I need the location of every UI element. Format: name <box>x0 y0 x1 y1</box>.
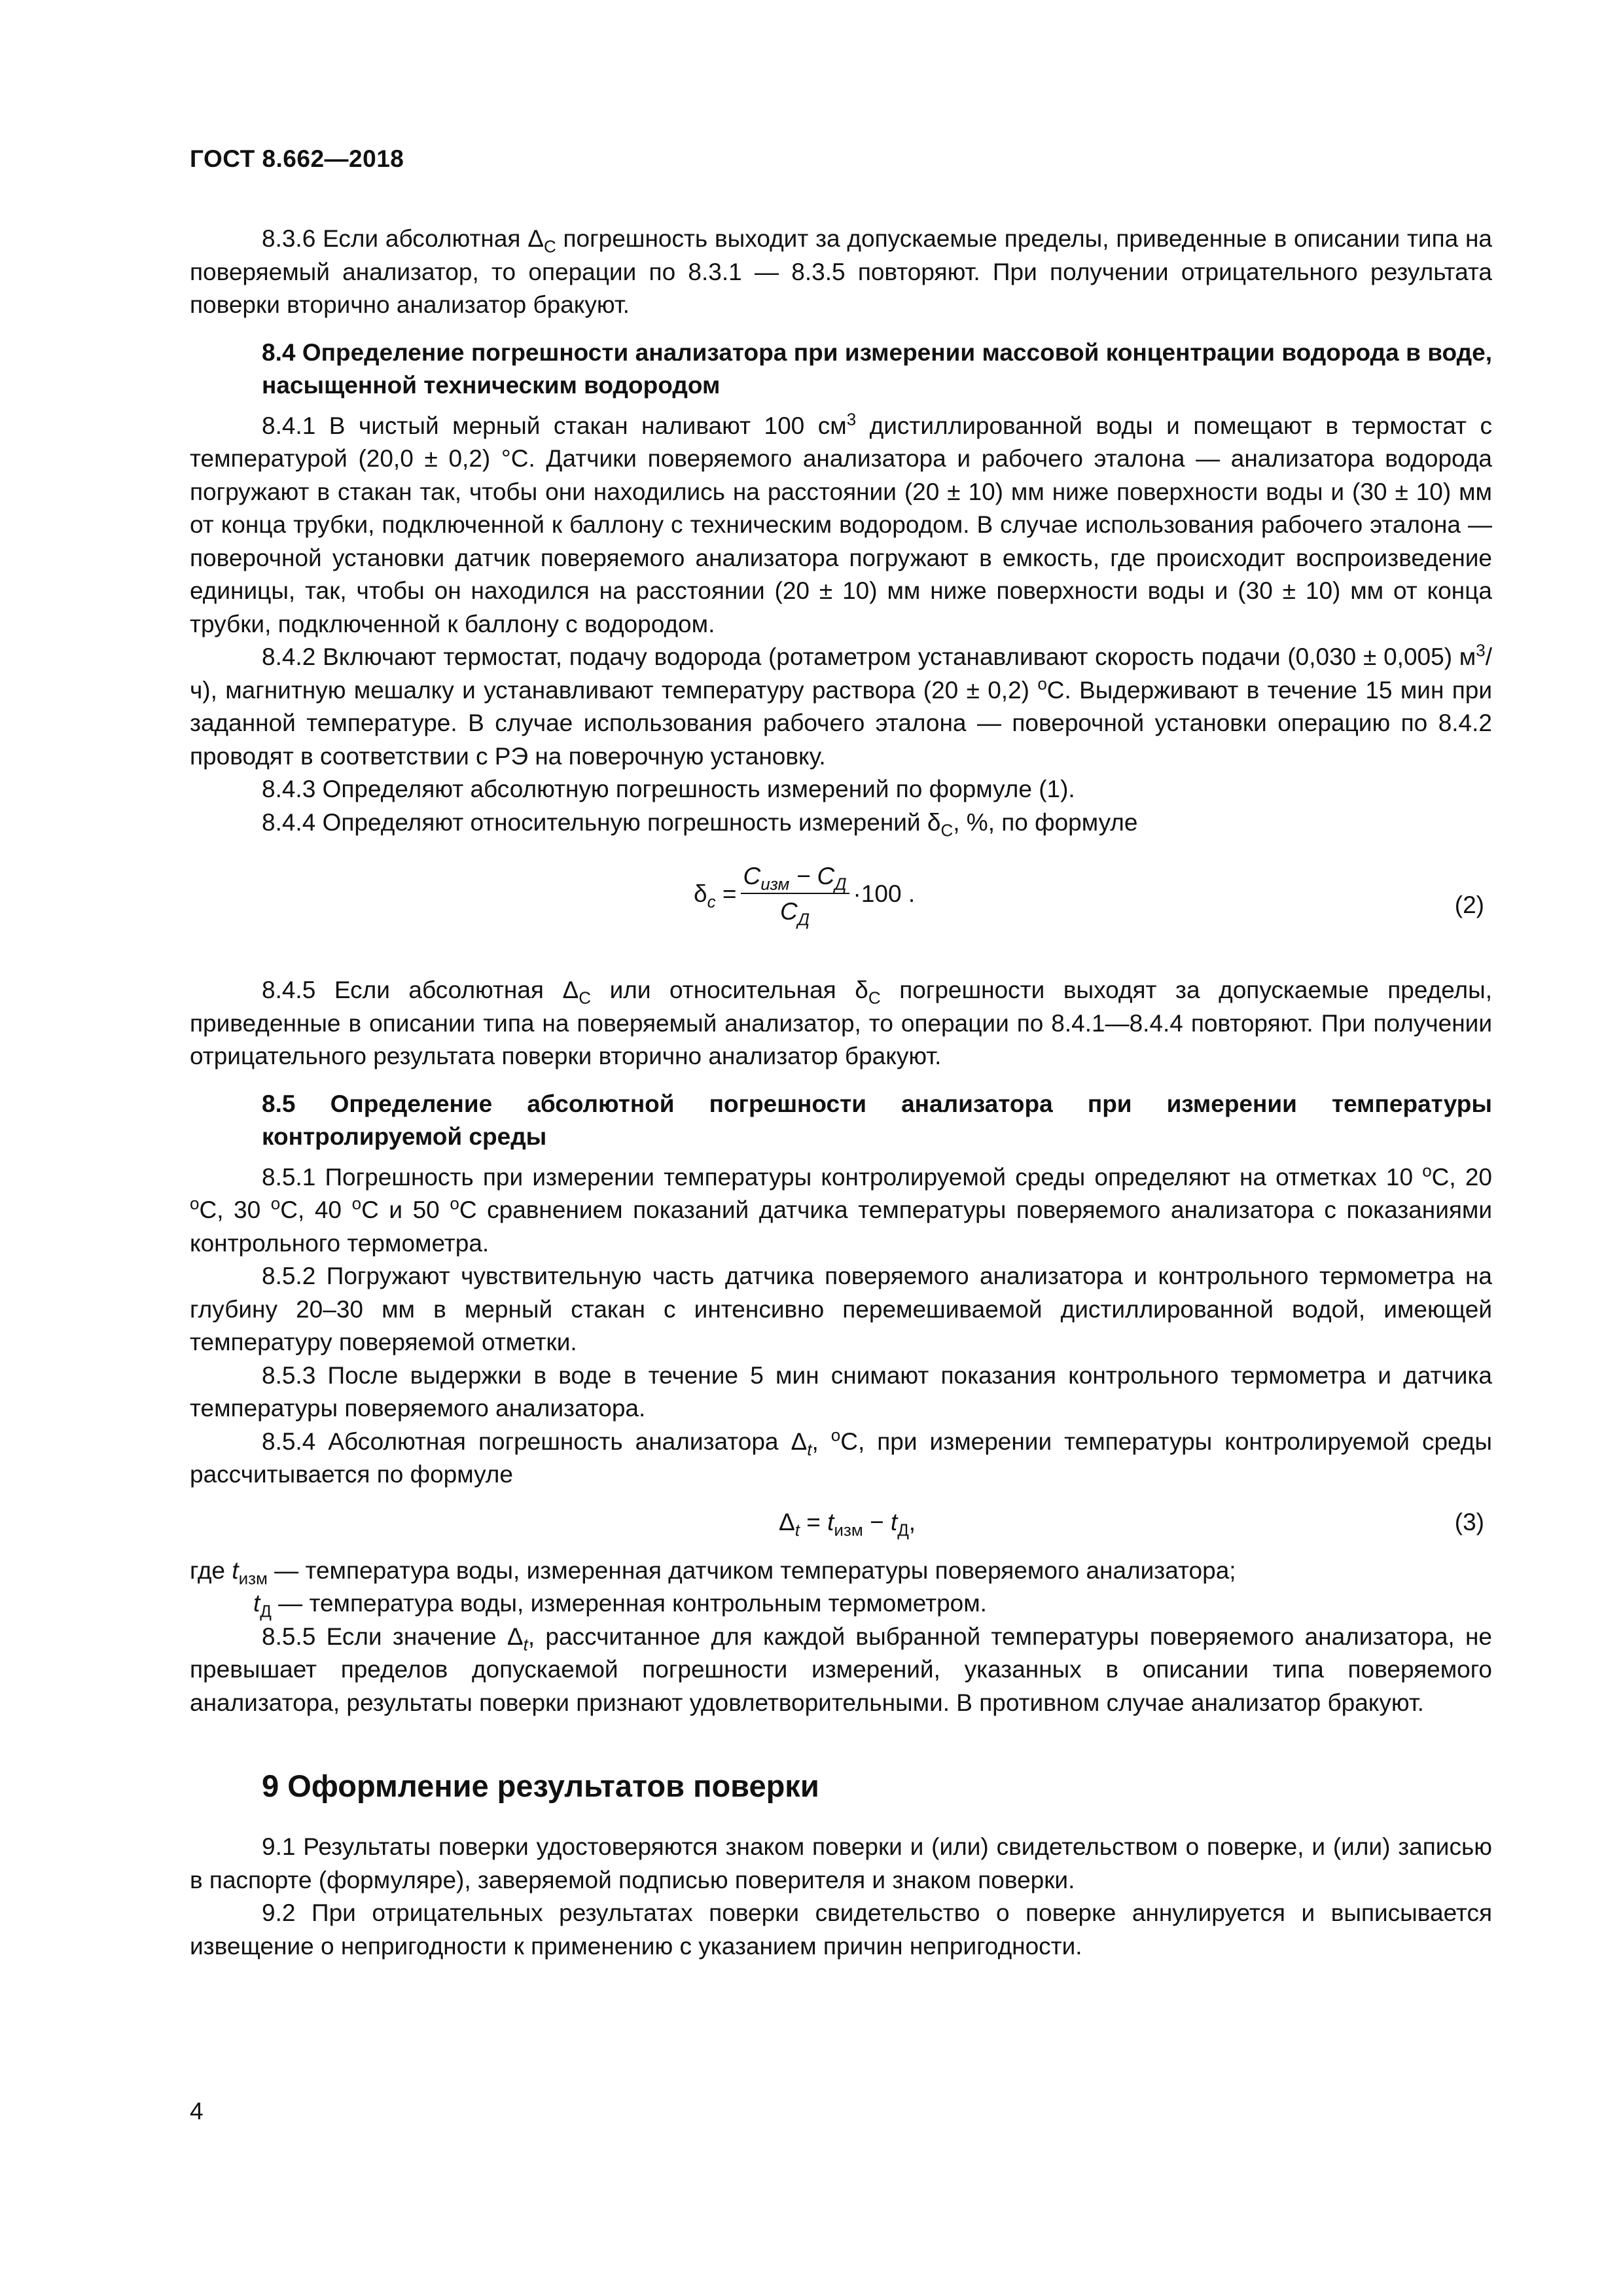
document-header: ГОСТ 8.662—2018 <box>190 145 404 172</box>
formula-2-number: (2) <box>1454 891 1484 918</box>
paragraph-8-5-4: 8.5.4 Абсолютная погрешность анализатора $\Delta_t$, $^о$С, при измерении температуры контролируемой среды рассчитывается по формуле <box>190 1425 1492 1488</box>
page-number: 4 <box>190 2098 204 2125</box>
paragraph-8-4-5: 8.4.5 Если абсолютная $\Delta_С$ или относительная $\delta_С$ погрешности выходят за допускаемые пределы, приведенные в описании типа на поверяемый анализатор, то операции по 8.4.1—8.4.4 повторяют. При получении отрицательного результата поверки вторично анализатор бракуют. <box>190 977 1493 1069</box>
formula-2-lhs: $\delta_с$ = <box>694 880 737 912</box>
formula-2-numerator: $C_{изм} - C_Д$ <box>741 863 849 894</box>
where-clause-2: $t_Д$ — температура воды, измеренная контрольным термометром. <box>253 1590 987 1621</box>
formula-3-number: (3) <box>1454 1508 1484 1535</box>
paragraph-8-5-2: 8.5.2 Погружают чувствительную часть датчика поверяемого анализатора и контрольного термометра на глубину 20–30 мм в мерный стакан с интенсивно перемешиваемой дистиллированной водой, имеющей температуру поверяемой отметки. <box>190 1263 1492 1355</box>
heading-8-5: 8.5 Определение абсолютной погрешности анализатора при измерении температуры контролируемой среды <box>262 1090 1492 1150</box>
paragraph-8-5-1: 8.5.1 Погрешность при измерении температуры контролируемой среды определяют на отметках 10 $^о$С, 20 $^о$С, 30 $^о$С, 40 $^о$С и 50 $^о$С сравнением показаний датчика температуры поверяемого анализатора с показаниями контрольного термометра. <box>190 1160 1493 1257</box>
where-clause-1: где $t_{изм}$ — температура воды, измеренная датчиком температуры поверяемого анализатора; <box>190 1556 1236 1588</box>
formula-2-fraction <box>741 863 849 929</box>
paragraph-9-1: 9.1 Результаты поверки удостоверяются знаком поверки и (или) свидетельством о поверке, и (или) записью в паспорте (формуляре), заверяемой подписью поверителя и знаком поверки. <box>190 1833 1492 1893</box>
heading-section-9: 9 Оформление результатов поверки <box>262 1768 819 1803</box>
paragraph-8-4-2: 8.4.2 Включают термостат, подачу водорода (ротаметром устанавливают скорость подачи (0,030 ± 0,005) $м^3/ч$), магнитную мешалку и устанавливают температуру раствора (20 ± 0,2) $^о$С. Выдерживают в течение 15 мин при заданной температуре. В случае использования рабочего эталона — поверочной установки операцию по 8.4.2 проводят в соответствии с РЭ на поверочную установку. <box>190 640 1492 770</box>
formula-3-expression: $\Delta_t = t_{изм} - t_Д$, <box>779 1508 916 1539</box>
formula-2-tail: ·100 . <box>853 880 916 907</box>
paragraph-8-5-5: 8.5.5 Если значение $\Delta_t$, рассчитанное для каждой выбранной температуры поверяемого анализатора, не превышает пределов допускаемой погрешности измерений, указанных в описании типа поверяемого анализатора, результаты поверки признают удовлетворительными. В противном случае анализатор бракуют. <box>190 1623 1492 1716</box>
formula-3 <box>190 1492 1492 1554</box>
formula-2 <box>190 839 1492 974</box>
document-body <box>190 223 1492 1963</box>
paragraph-8-4-4: 8.4.4 Определяют относительную погрешность измерений $\delta_С$, %, по формуле <box>262 808 1138 840</box>
paragraph-8-3-6: 8.3.6 Если абсолютная $\Delta_С$ погрешность выходит за допускаемые пределы, приведенные в описании типа на поверяемый анализатор, то операции по 8.3.1 — 8.3.5 повторяют. При получении отрицательного результата поверки вторично анализатор бракуют. <box>190 225 1492 318</box>
heading-8-4: 8.4 Определение погрешности анализатора при измерении массовой концентрации водорода в воде, насыщенной техническим водородом <box>262 338 1492 399</box>
paragraph-8-4-1: 8.4.1 В чистый мерный стакан наливают 100 $см^3$ дистиллированной воды и помещают в термостат с температурой (20,0 ± 0,2) °С. Датчики поверяемого анализатора и рабочего эталона — анализатора водорода погружают в стакан так, чтобы они находились на расстоянии (20 ± 10) мм ниже поверхности воды и (30 ± 10) мм от конца трубки, подключенной к баллону с техническим водородом. В случае использования рабочего эталона — поверочной установки датчик поверяемого анализатора погружают в емкость, где происходит воспроизведение единицы, так, чтобы он находился на расстоянии (20 ± 10) мм ниже поверхности воды и (30 ± 10) мм от конца трубки, подключенной к баллону с водородом. <box>190 409 1492 637</box>
paragraph-8-5-3: 8.5.3 После выдержки в воде в течение 5 мин снимают показания контрольного термометра и датчика температуры поверяемого анализатора. <box>190 1361 1492 1422</box>
paragraph-8-4-3: 8.4.3 Определяют абсолютную погрешность измерений по формуле (1). <box>262 776 1075 802</box>
paragraph-9-2: 9.2 При отрицательных результатах поверки свидетельство о поверке аннулируется и выписывается извещение о непригодности к применению с указанием причин непригодности. <box>190 1899 1492 1960</box>
formula-2-denominator: $C_Д$ <box>779 898 810 929</box>
